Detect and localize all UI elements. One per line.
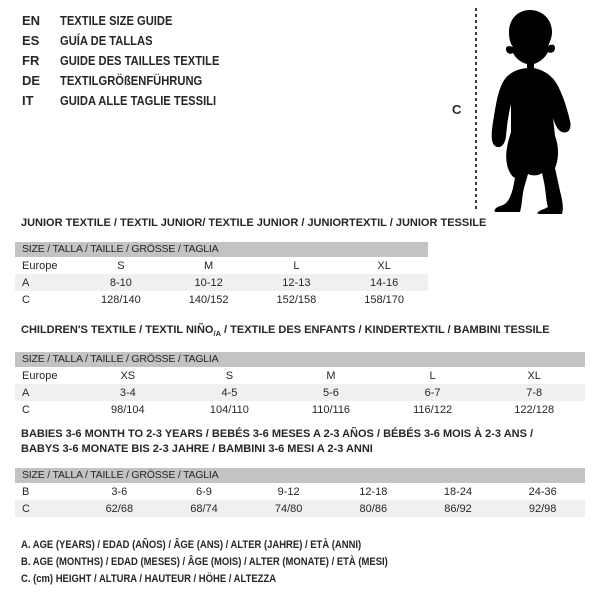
size-cell: 4-5 — [221, 386, 238, 399]
table-row — [15, 500, 585, 517]
table-grid — [15, 468, 585, 517]
size-cell: 86/92 — [444, 502, 472, 515]
height-measure-line — [475, 8, 477, 210]
junior-size-table — [15, 216, 487, 308]
size-cell: 9-12 — [277, 485, 300, 498]
size-cell: 3-6 — [111, 485, 128, 498]
legend-row — [22, 70, 245, 90]
size-cell: 104/110 — [209, 403, 249, 416]
table-title-text: / TEXTILE DES ENFANTS / KINDERTEXTIL / BAMBINI TESSILE — [220, 324, 550, 336]
size-cell: 10-12 — [194, 276, 223, 289]
table-title — [21, 427, 585, 457]
table-grid — [15, 242, 428, 308]
size-cell: 158/170 — [364, 293, 404, 306]
footnotes — [21, 537, 448, 588]
language-title: TEXTILGRÖßENFÜHRUNG — [60, 72, 203, 88]
table-row — [15, 367, 585, 384]
size-cell: 68/74 — [190, 502, 218, 515]
row-label: C — [22, 403, 30, 416]
row-label: C — [22, 293, 30, 306]
table-title-text: BABYS 3-6 MONATE BIS 2-3 JAHRE / BAMBINI 3-6 MESI A 2-3 ANNI — [21, 443, 373, 455]
table-row — [15, 384, 585, 401]
legend-row — [22, 10, 245, 30]
table-header-bar: SIZE / TALLA / TAILLE / GRÖSSE / TAGLIA — [15, 352, 585, 367]
size-cell: 6-9 — [196, 485, 212, 498]
language-code: FR — [22, 52, 40, 68]
size-cell: XL — [527, 369, 541, 382]
size-cell: 8-10 — [109, 276, 132, 289]
table-row — [15, 291, 428, 308]
row-label: Europe — [22, 369, 58, 382]
size-cell: L — [293, 259, 300, 272]
size-cell: 110/116 — [311, 403, 351, 416]
size-cell: 7-8 — [526, 386, 543, 399]
language-title: GUIDA ALLE TAGLIE TESSILI — [60, 92, 217, 108]
size-cell: 92/98 — [528, 502, 557, 515]
toddler-silhouette-icon — [483, 6, 581, 214]
size-cell: 128/140 — [100, 293, 141, 306]
table-title-line — [21, 216, 487, 231]
size-cell: M — [326, 369, 336, 382]
size-cell: M — [204, 259, 214, 272]
footnote-text: B. AGE (MONTHS) / EDAD (MESES) / ÂGE (MOIS) / ALTER (MONATE) / ETÀ (MESI) — [21, 556, 388, 568]
table-title-text: CHILDREN'S TEXTILE / TEXTIL NIÑO — [21, 324, 214, 336]
size-cell: 80/86 — [359, 502, 388, 515]
table-title-line — [21, 427, 585, 442]
babies-size-table — [15, 427, 585, 517]
size-cell: 12-13 — [282, 276, 311, 289]
row-label: B — [22, 485, 30, 498]
language-title: TEXTILE SIZE GUIDE — [60, 12, 173, 28]
size-cell: S — [225, 369, 234, 382]
size-cell: 140/152 — [188, 293, 229, 306]
language-title: GUIDE DES TAILLES TEXTILE — [60, 52, 220, 68]
footnote-text: A. AGE (YEARS) / EDAD (AÑOS) / ÂGE (ANS) / ALTER (JAHRE) / ETÀ (ANNI) — [21, 539, 362, 551]
language-code: EN — [22, 12, 41, 28]
size-cell: 116/122 — [413, 403, 453, 416]
language-code: DE — [22, 72, 41, 88]
footnote-line — [21, 537, 448, 554]
size-cell: 5-6 — [323, 386, 339, 399]
table-title-line — [21, 323, 585, 341]
language-title: GUÍA DE TALLAS — [60, 32, 153, 48]
row-label: A — [22, 386, 30, 399]
measure-label-c: C — [452, 102, 462, 117]
size-cell: 12-18 — [359, 485, 388, 498]
size-cell: 74/80 — [274, 502, 303, 515]
table-title-text: JUNIOR TEXTILE / TEXTIL JUNIOR/ TEXTILE JUNIOR / JUNIORTEXTIL / JUNIOR TESSILE — [21, 217, 487, 229]
size-cell: 98/104 — [110, 403, 145, 416]
table-row — [15, 257, 428, 274]
size-cell: S — [117, 259, 125, 272]
size-cell: XS — [120, 369, 136, 382]
size-cell: L — [429, 369, 436, 382]
legend-row — [22, 90, 245, 110]
table-row — [15, 401, 585, 418]
size-cell: 18-24 — [443, 485, 473, 498]
row-label: Europe — [22, 259, 58, 272]
language-code: IT — [22, 92, 34, 108]
size-cell: 152/158 — [276, 293, 317, 306]
table-title-text: BABIES 3-6 MONTH TO 2-3 YEARS / BEBÉS 3-6 MESES A 2-3 AÑOS / BÉBÉS 3-6 MOIS À 2-3 ANS / — [21, 428, 534, 440]
table-title-line — [21, 442, 585, 457]
size-cell: 122/128 — [514, 403, 555, 416]
legend-row — [22, 50, 245, 70]
legend-row — [22, 30, 245, 50]
row-label: C — [22, 502, 30, 515]
footnote-line — [21, 554, 448, 571]
table-title — [21, 323, 585, 341]
size-cell: 62/68 — [105, 502, 134, 515]
table-grid — [15, 352, 585, 418]
table-title — [21, 216, 487, 231]
table-row — [15, 274, 428, 291]
table-header-bar: SIZE / TALLA / TAILLE / GRÖSSE / TAGLIA — [15, 242, 428, 257]
size-cell: 14-16 — [370, 276, 399, 289]
size-cell: 24-36 — [528, 485, 557, 498]
toddler-figure — [450, 4, 595, 216]
table-row — [15, 483, 585, 500]
size-cell: XL — [377, 259, 391, 272]
size-cell: 3-4 — [119, 386, 136, 399]
footnote-text: C. (cm) HEIGHT / ALTURA / HAUTEUR / HÖHE / ALTEZZA — [21, 573, 277, 585]
footnote-line — [21, 571, 448, 588]
language-legend — [22, 10, 245, 110]
language-code: ES — [22, 32, 40, 48]
table-title-text: /A — [213, 329, 221, 339]
size-cell: 6-7 — [424, 386, 441, 399]
table-header-bar: SIZE / TALLA / TAILLE / GRÖSSE / TAGLIA — [15, 468, 585, 483]
children-size-table — [15, 323, 585, 418]
row-label: A — [22, 276, 30, 289]
